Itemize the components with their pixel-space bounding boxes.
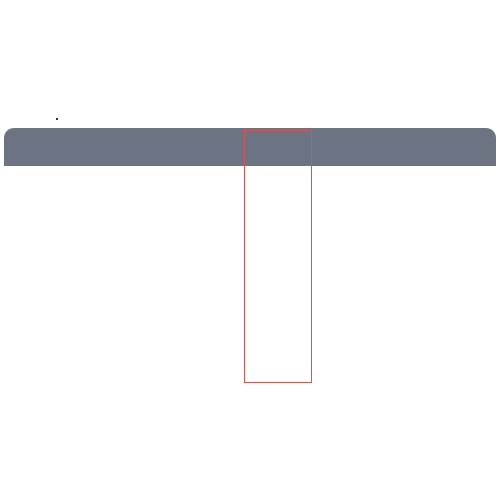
stray-dot	[56, 118, 58, 120]
spec-table	[4, 128, 496, 384]
highlight-frame	[244, 130, 312, 383]
